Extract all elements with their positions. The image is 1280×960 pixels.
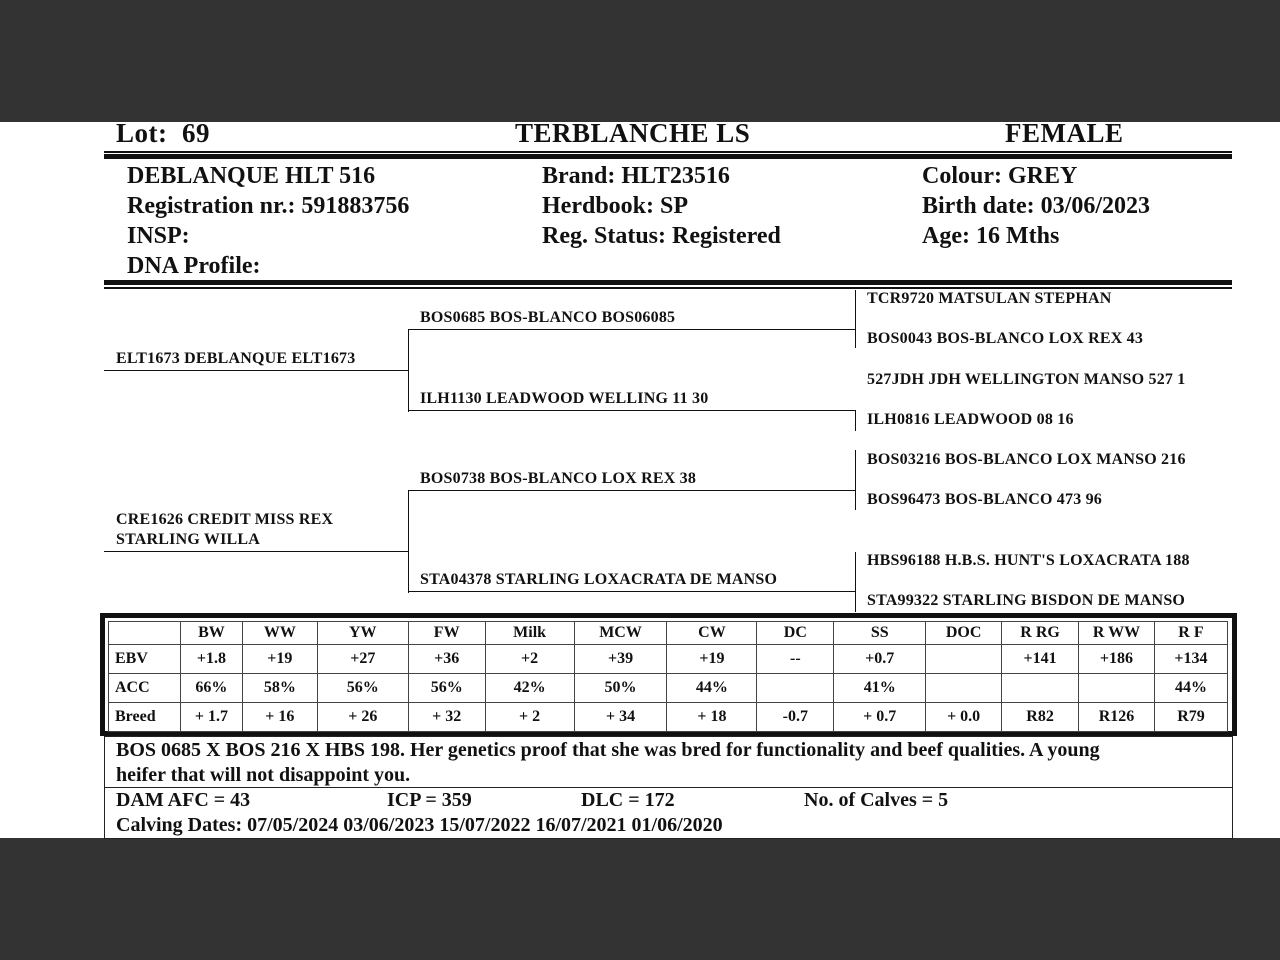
divider (104, 151, 1232, 153)
ebv-header-cell: R WW (1079, 622, 1155, 645)
acc-cell: 44% (1154, 674, 1227, 703)
age: Age: 16 Mths (922, 223, 1060, 249)
comment-line-1: BOS 0685 X BOS 216 X HBS 198. Her genetics proof that she was bred for functionality and beef qualities. A young (116, 739, 1100, 761)
dam-afc: DAM AFC = 43 (116, 789, 251, 811)
breed-cell: + 32 (408, 703, 485, 732)
pedigree-line (104, 551, 409, 552)
breed-cell: + 0.0 (926, 703, 1002, 732)
ebv-header-row (109, 622, 1228, 645)
ebv-row (109, 645, 1228, 674)
acc-cell: 66% (180, 674, 242, 703)
ebv-cell: +19 (242, 645, 317, 674)
breed-cell: + 0.7 (834, 703, 926, 732)
lot-label (116, 118, 210, 149)
ebv-row-label: EBV (109, 645, 181, 674)
ancestor-8: STA99322 STARLING BISDON DE MANSO (867, 592, 1186, 609)
ebv-cell: +0.7 (834, 645, 926, 674)
sire: ELT1673 DEBLANQUE ELT1673 (116, 350, 356, 367)
ebv-cell: +19 (667, 645, 757, 674)
ebv-table (108, 621, 1228, 732)
ebv-header-cell: R RG (1002, 622, 1079, 645)
pedigree-line (408, 490, 409, 593)
ebv-cell: +1.8 (180, 645, 242, 674)
ebv-cell: +141 (1002, 645, 1079, 674)
ebv-cell: +134 (1154, 645, 1227, 674)
ebv-cell (926, 645, 1002, 674)
ebv-header-cell: DC (757, 622, 834, 645)
acc-row (109, 674, 1228, 703)
ebv-cell: +27 (317, 645, 408, 674)
breed-row-label: Breed (109, 703, 181, 732)
sire-dam: ILH1130 LEADWOOD WELLING 11 30 (420, 390, 709, 407)
acc-cell (1079, 674, 1155, 703)
dam-stats-box (104, 787, 1233, 839)
pedigree-line (409, 410, 855, 411)
pedigree-line (409, 591, 855, 592)
acc-cell (1002, 674, 1079, 703)
pedigree-line (855, 410, 856, 431)
ancestor-4: ILH0816 LEADWOOD 08 16 (867, 411, 1074, 428)
catalogue-page (0, 118, 1280, 838)
acc-cell: 44% (667, 674, 757, 703)
ancestor-2: BOS0043 BOS-BLANCO LOX REX 43 (867, 330, 1144, 347)
acc-cell (757, 674, 834, 703)
dam-line1: CRE1626 CREDIT MISS REX (116, 511, 334, 528)
ebv-cell: +36 (408, 645, 485, 674)
comment-line-2: heifer that will not disappoint you. (116, 764, 411, 786)
ancestor-6: BOS96473 BOS-BLANCO 473 96 (867, 491, 1103, 508)
divider (104, 280, 1232, 285)
registration-number: Registration nr.: 591883756 (127, 193, 410, 219)
seller-name: TERBLANCHE LS (515, 118, 751, 148)
ebv-cell: +2 (485, 645, 574, 674)
dam-sire: BOS0738 BOS-BLANCO LOX REX 38 (420, 470, 697, 487)
pedigree-line (855, 450, 856, 510)
no-of-calves: No. of Calves = 5 (804, 789, 949, 811)
ebv-header-cell (109, 622, 181, 645)
acc-cell (926, 674, 1002, 703)
ancestor-3: 527JDH JDH WELLINGTON MANSO 527 1 (867, 371, 1186, 388)
acc-cell: 41% (834, 674, 926, 703)
ebv-header-cell: Milk (485, 622, 574, 645)
brand: Brand: HLT23516 (542, 163, 730, 189)
acc-cell: 50% (574, 674, 667, 703)
birth-date: Birth date: 03/06/2023 (922, 193, 1150, 219)
ebv-cell: +186 (1079, 645, 1155, 674)
breed-cell: + 34 (574, 703, 667, 732)
breed-cell: R126 (1079, 703, 1155, 732)
lot-number: 69 (182, 118, 210, 148)
breed-cell: + 1.7 (180, 703, 242, 732)
breed-row (109, 703, 1228, 732)
breed-cell: + 16 (242, 703, 317, 732)
ebv-header-cell: R F (1154, 622, 1227, 645)
icp: ICP = 359 (387, 789, 472, 811)
breed-cell: R82 (1002, 703, 1079, 732)
lot-label-text: Lot: (116, 118, 168, 148)
divider (104, 287, 1232, 289)
ebv-cell: -- (757, 645, 834, 674)
breed-cell: + 26 (317, 703, 408, 732)
dam-dam: STA04378 STARLING LOXACRATA DE MANSO (420, 571, 778, 588)
breed-cell: R79 (1154, 703, 1227, 732)
calving-dates: Calving Dates: 07/05/2024 03/06/2023 15/07/2022 16/07/2021 01/06/2020 (116, 814, 723, 836)
pedigree-line (408, 329, 409, 412)
breed-cell: + 2 (485, 703, 574, 732)
acc-row-label: ACC (109, 674, 181, 703)
ancestor-5: BOS03216 BOS-BLANCO LOX MANSO 216 (867, 451, 1186, 468)
ebv-header-cell: DOC (926, 622, 1002, 645)
comment-box (104, 736, 1233, 788)
insp-label: INSP: (127, 223, 190, 249)
acc-cell: 56% (408, 674, 485, 703)
ebv-header-cell: SS (834, 622, 926, 645)
acc-cell: 58% (242, 674, 317, 703)
acc-cell: 56% (317, 674, 408, 703)
herdbook: Herdbook: SP (542, 193, 689, 219)
ebv-header-cell: BW (180, 622, 242, 645)
ebv-header-cell: YW (317, 622, 408, 645)
pedigree-line (104, 370, 409, 371)
ebv-cell: +39 (574, 645, 667, 674)
pedigree-line (855, 290, 856, 348)
sex-label: FEMALE (1005, 118, 1124, 148)
dam-line2: STARLING WILLA (116, 531, 261, 548)
pedigree-line (409, 329, 855, 330)
divider (104, 154, 1232, 159)
ancestor-7: HBS96188 H.B.S. HUNT'S LOXACRATA 188 (867, 552, 1190, 569)
reg-status: Reg. Status: Registered (542, 223, 781, 249)
breed-cell: -0.7 (757, 703, 834, 732)
dna-profile-label: DNA Profile: (127, 253, 261, 279)
ancestor-1: TCR9720 MATSULAN STEPHAN (867, 290, 1112, 307)
ebv-header-cell: CW (667, 622, 757, 645)
colour: Colour: GREY (922, 163, 1078, 189)
pedigree-line (409, 490, 855, 491)
animal-name: DEBLANQUE HLT 516 (127, 163, 376, 189)
pedigree-line (855, 552, 856, 612)
breed-cell: + 18 (667, 703, 757, 732)
ebv-header-cell: WW (242, 622, 317, 645)
ebv-header-cell: MCW (574, 622, 667, 645)
dlc: DLC = 172 (581, 789, 675, 811)
acc-cell: 42% (485, 674, 574, 703)
ebv-header-cell: FW (408, 622, 485, 645)
sire-sire: BOS0685 BOS-BLANCO BOS06085 (420, 309, 676, 326)
